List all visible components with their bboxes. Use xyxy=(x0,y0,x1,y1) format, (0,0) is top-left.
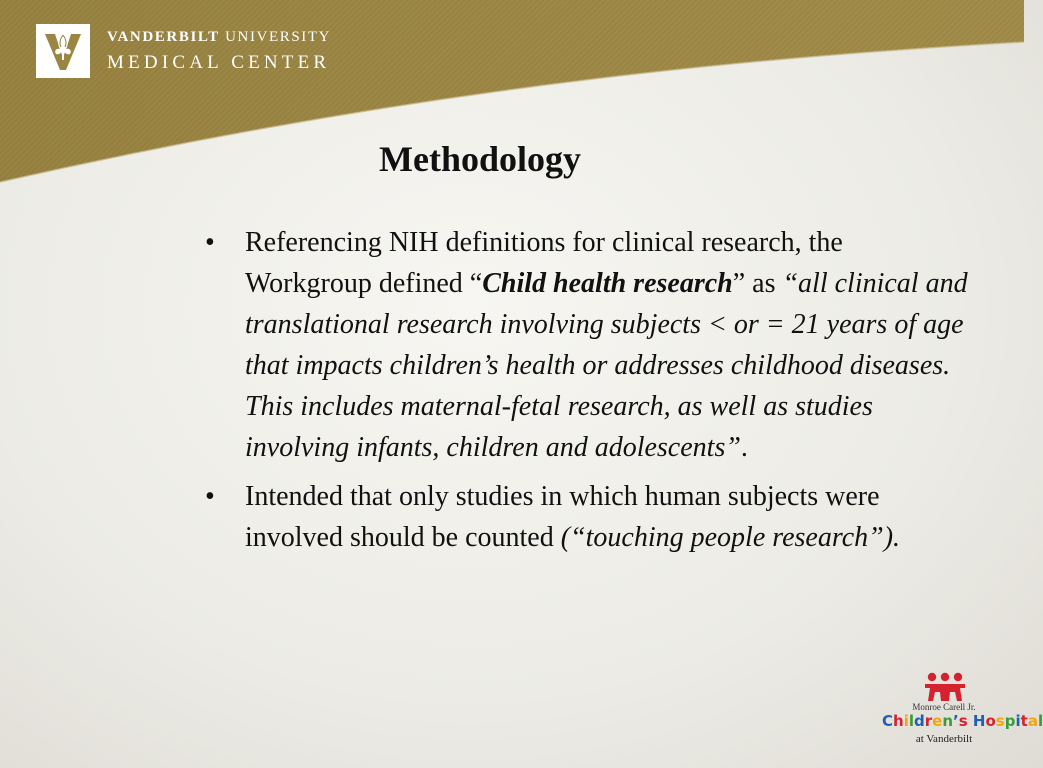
hospital-wordmark-letter: e xyxy=(932,712,943,730)
hospital-wordmark-letter: l xyxy=(1037,712,1043,730)
bullet-text-run: Referencing NIH definitions for clinical research, the Workgroup defined “ xyxy=(245,227,843,299)
children-figures-icon xyxy=(924,672,966,702)
bullet-text-run: (“touching people research”). xyxy=(560,522,901,553)
hospital-wordmark-letter: t xyxy=(1020,712,1028,730)
childrens-hospital-logo xyxy=(882,672,1043,752)
hospital-wordmark-letter: r xyxy=(924,712,933,730)
hospital-wordmark-letter: h xyxy=(893,712,904,730)
brand-university-rest: UNIVERSITY xyxy=(225,29,332,45)
hospital-wordmark-letter: ’ xyxy=(953,712,959,730)
bullet-text-run: “all clinical and translational research involving subjects < or = 21 years of age that impacts children’s health or addresses childhood diseases. This includes maternal-fetal research, as well as studies involving infants, children and adolescents” xyxy=(245,268,968,463)
vanderbilt-logo xyxy=(36,24,90,78)
bullet-text-run: . xyxy=(740,432,748,463)
bullet-text-run: ” as xyxy=(732,268,783,299)
brand-medical-center: MEDICAL CENTER xyxy=(107,52,331,73)
vanderbilt-oak-leaf-v-icon xyxy=(36,24,90,78)
hospital-wordmark-letter: p xyxy=(1004,712,1016,730)
brand-university-bold: VANDERBILT xyxy=(107,29,220,45)
hospital-wordmark-letter: l xyxy=(908,712,915,730)
slide-title: Methodology xyxy=(379,139,581,179)
bullet-dot-icon: • xyxy=(205,227,215,258)
bullet-text-run: Child health research xyxy=(482,268,733,299)
hospital-wordmark-letter: a xyxy=(1027,712,1038,730)
bullet-item xyxy=(205,476,975,558)
brand-university xyxy=(107,29,331,46)
hospital-wordmark-letter: H xyxy=(972,712,986,730)
bullet-item xyxy=(205,222,975,468)
hospital-name-line1: Monroe Carell Jr. xyxy=(912,702,976,712)
bullet-list xyxy=(205,222,975,566)
hospital-wordmark-letter: d xyxy=(914,712,925,730)
bullet-text-run: Intended that only studies in which human subjects were involved should be counted xyxy=(245,481,880,553)
hospital-wordmark-letter: C xyxy=(882,712,894,730)
hospital-wordmark-letter: i xyxy=(1015,712,1021,730)
hospital-wordmark-letter: n xyxy=(942,712,954,730)
hospital-wordmark-letter: s xyxy=(995,712,1005,730)
hospital-wordmark-letter: o xyxy=(985,712,996,730)
hospital-name-line2 xyxy=(882,712,1043,730)
hospital-name-line3: at Vanderbilt xyxy=(915,733,973,745)
hospital-wordmark-letter: i xyxy=(903,712,909,730)
bullet-dot-icon: • xyxy=(205,481,215,512)
hospital-wordmark-letter: s xyxy=(958,712,968,730)
